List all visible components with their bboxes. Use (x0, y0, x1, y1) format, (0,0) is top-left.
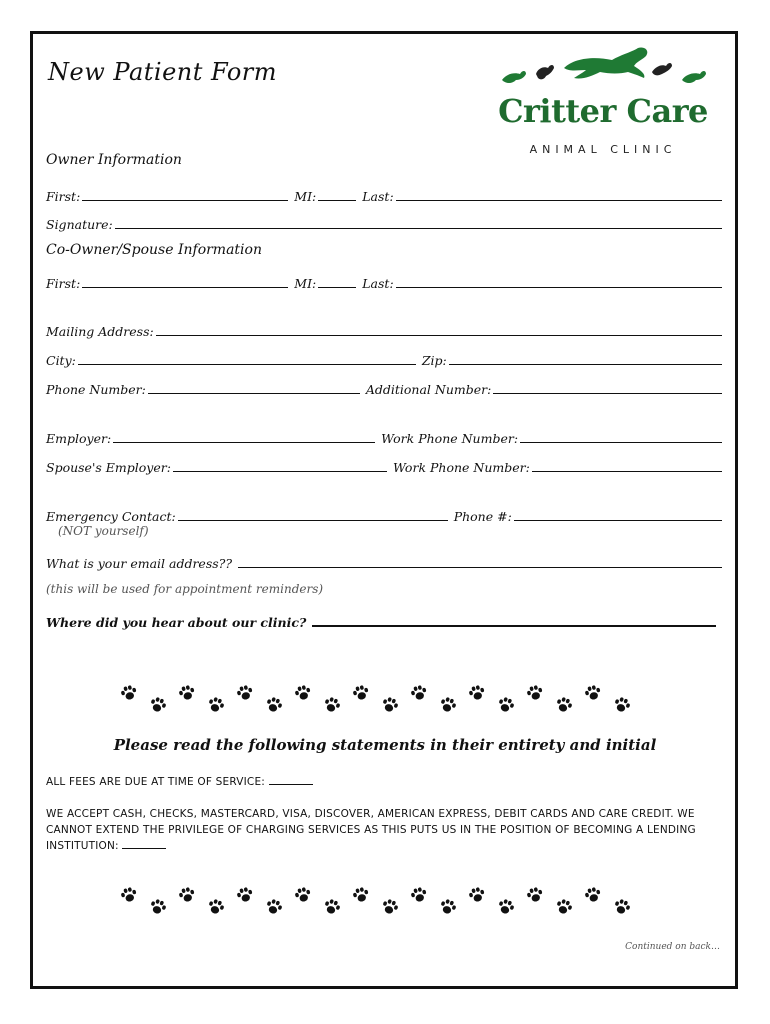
spouse-work-phone-field[interactable] (532, 470, 722, 472)
email-use-note: (this will be used for appointment reminders) (46, 582, 324, 596)
paw-print-icon (146, 895, 169, 918)
spouse-employer-field[interactable] (173, 470, 387, 472)
emergency-contact-label: Emergency Contact: (46, 509, 176, 524)
phone-row (46, 377, 722, 397)
paw-print-icon (436, 895, 459, 918)
statement-fees-text: ALL FEES ARE DUE AT TIME OF SERVICE: (46, 776, 266, 788)
paw-print-icon (524, 884, 546, 906)
owner-mi-field[interactable] (318, 199, 356, 201)
mailing-address-field[interactable] (156, 334, 722, 336)
coowner-first-field[interactable] (82, 286, 288, 288)
signature-field[interactable] (115, 227, 722, 229)
phone-number-field[interactable] (148, 392, 360, 394)
coowner-section-heading: Co-Owner/Spouse Information (46, 242, 262, 258)
logo-name: Critter Care (498, 92, 708, 130)
running-animals-icon (494, 44, 712, 94)
coowner-name-row (46, 271, 722, 291)
zip-label: Zip: (421, 353, 447, 368)
spouse-employer-row (46, 455, 722, 475)
paw-print-icon (494, 895, 517, 918)
owner-last-field[interactable] (396, 199, 722, 201)
email-row (46, 551, 722, 571)
paw-print-icon (436, 693, 459, 716)
mi-label: MI: (294, 189, 317, 204)
emergency-row (46, 504, 722, 524)
paw-print-icon (466, 682, 488, 704)
paw-print-icon (582, 884, 604, 906)
paw-print-icon (176, 884, 198, 906)
paw-print-icon (262, 693, 285, 716)
hear-about-label: Where did you hear about our clinic? (46, 615, 307, 630)
fees-initial-field[interactable] (269, 774, 313, 785)
emergency-phone-field[interactable] (514, 519, 722, 521)
paw-print-icon (118, 884, 140, 906)
paw-print-icon (118, 682, 140, 704)
employer-label: Employer: (46, 431, 112, 446)
paw-print-icon (262, 895, 285, 918)
spouse-work-phone-label: Work Phone Number: (392, 460, 530, 475)
coowner-last-field[interactable] (396, 286, 722, 288)
owner-first-field[interactable] (82, 199, 288, 201)
statement-payment (46, 806, 710, 854)
paw-print-icon (350, 884, 372, 906)
employer-row (46, 426, 722, 446)
last-label: Last: (362, 189, 394, 204)
signature-label: Signature: (46, 217, 113, 232)
paw-print-icon (552, 895, 575, 918)
paw-print-icon (292, 682, 314, 704)
paw-print-icon (552, 693, 575, 716)
paw-print-icon (378, 895, 401, 918)
paw-print-icon (176, 682, 198, 704)
paw-print-divider (120, 682, 650, 722)
first-label: First: (46, 189, 81, 204)
paw-print-icon (494, 693, 517, 716)
owner-section-heading: Owner Information (46, 152, 182, 168)
spouse-employer-label: Spouse's Employer: (46, 460, 171, 475)
paw-print-icon (234, 884, 256, 906)
work-phone-label: Work Phone Number: (381, 431, 519, 446)
statements-heading: Please read the following statements in their entirety and initial (113, 736, 657, 754)
phone-number-label: Phone Number: (46, 382, 146, 397)
paw-print-icon (524, 682, 546, 704)
payment-initial-field[interactable] (122, 838, 166, 849)
emergency-contact-field[interactable] (178, 519, 448, 521)
phone-hash-label: Phone #: (453, 509, 512, 524)
paw-print-icon (320, 693, 343, 716)
mailing-address-row (46, 319, 722, 339)
email-label: What is your email address?? (46, 556, 233, 571)
additional-number-field[interactable] (493, 392, 722, 394)
paw-print-icon (408, 884, 430, 906)
paw-print-icon (320, 895, 343, 918)
paw-print-icon (610, 895, 633, 918)
paw-print-icon (378, 693, 401, 716)
email-field[interactable] (238, 566, 722, 568)
paw-print-icon (292, 884, 314, 906)
paw-print-icon (204, 895, 227, 918)
continued-note: Continued on back… (625, 942, 720, 952)
mi-label: MI: (294, 276, 317, 291)
mailing-address-label: Mailing Address: (46, 324, 154, 339)
statement-fees (46, 774, 710, 790)
paw-print-icon (146, 693, 169, 716)
city-field[interactable] (78, 363, 416, 365)
signature-row (46, 212, 722, 232)
city-label: City: (46, 353, 76, 368)
additional-number-label: Additional Number: (365, 382, 492, 397)
paw-print-icon (582, 682, 604, 704)
paw-print-icon (408, 682, 430, 704)
work-phone-field[interactable] (520, 441, 722, 443)
paw-print-icon (350, 682, 372, 704)
statement-payment-text: WE ACCEPT CASH, CHECKS, MASTERCARD, VISA, DISCOVER, AMERICAN EXPRESS, DEBIT CARDS AND CARE CREDIT. WE CANNOT EXTEND THE PRIVILEGE OF CHARGING SERVICES AS THIS PUTS US IN THE POSITION OF BECOMING A LENDING INSTITUTION: (46, 808, 696, 852)
not-yourself-note: (NOT yourself) (58, 524, 149, 538)
last-label: Last: (362, 276, 394, 291)
logo-subtitle: ANIMAL CLINIC (529, 143, 677, 156)
hear-about-row (46, 610, 722, 630)
form-title: New Patient Form (48, 58, 278, 86)
owner-name-row (46, 184, 722, 204)
employer-field[interactable] (113, 441, 375, 443)
paw-print-icon (204, 693, 227, 716)
first-label: First: (46, 276, 81, 291)
hear-about-field[interactable] (312, 624, 716, 627)
clinic-logo (494, 44, 712, 168)
city-zip-row (46, 348, 722, 368)
zip-field[interactable] (449, 363, 722, 365)
paw-print-icon (610, 693, 633, 716)
coowner-mi-field[interactable] (318, 286, 356, 288)
paw-print-icon (466, 884, 488, 906)
paw-print-divider (120, 884, 650, 924)
paw-print-icon (234, 682, 256, 704)
